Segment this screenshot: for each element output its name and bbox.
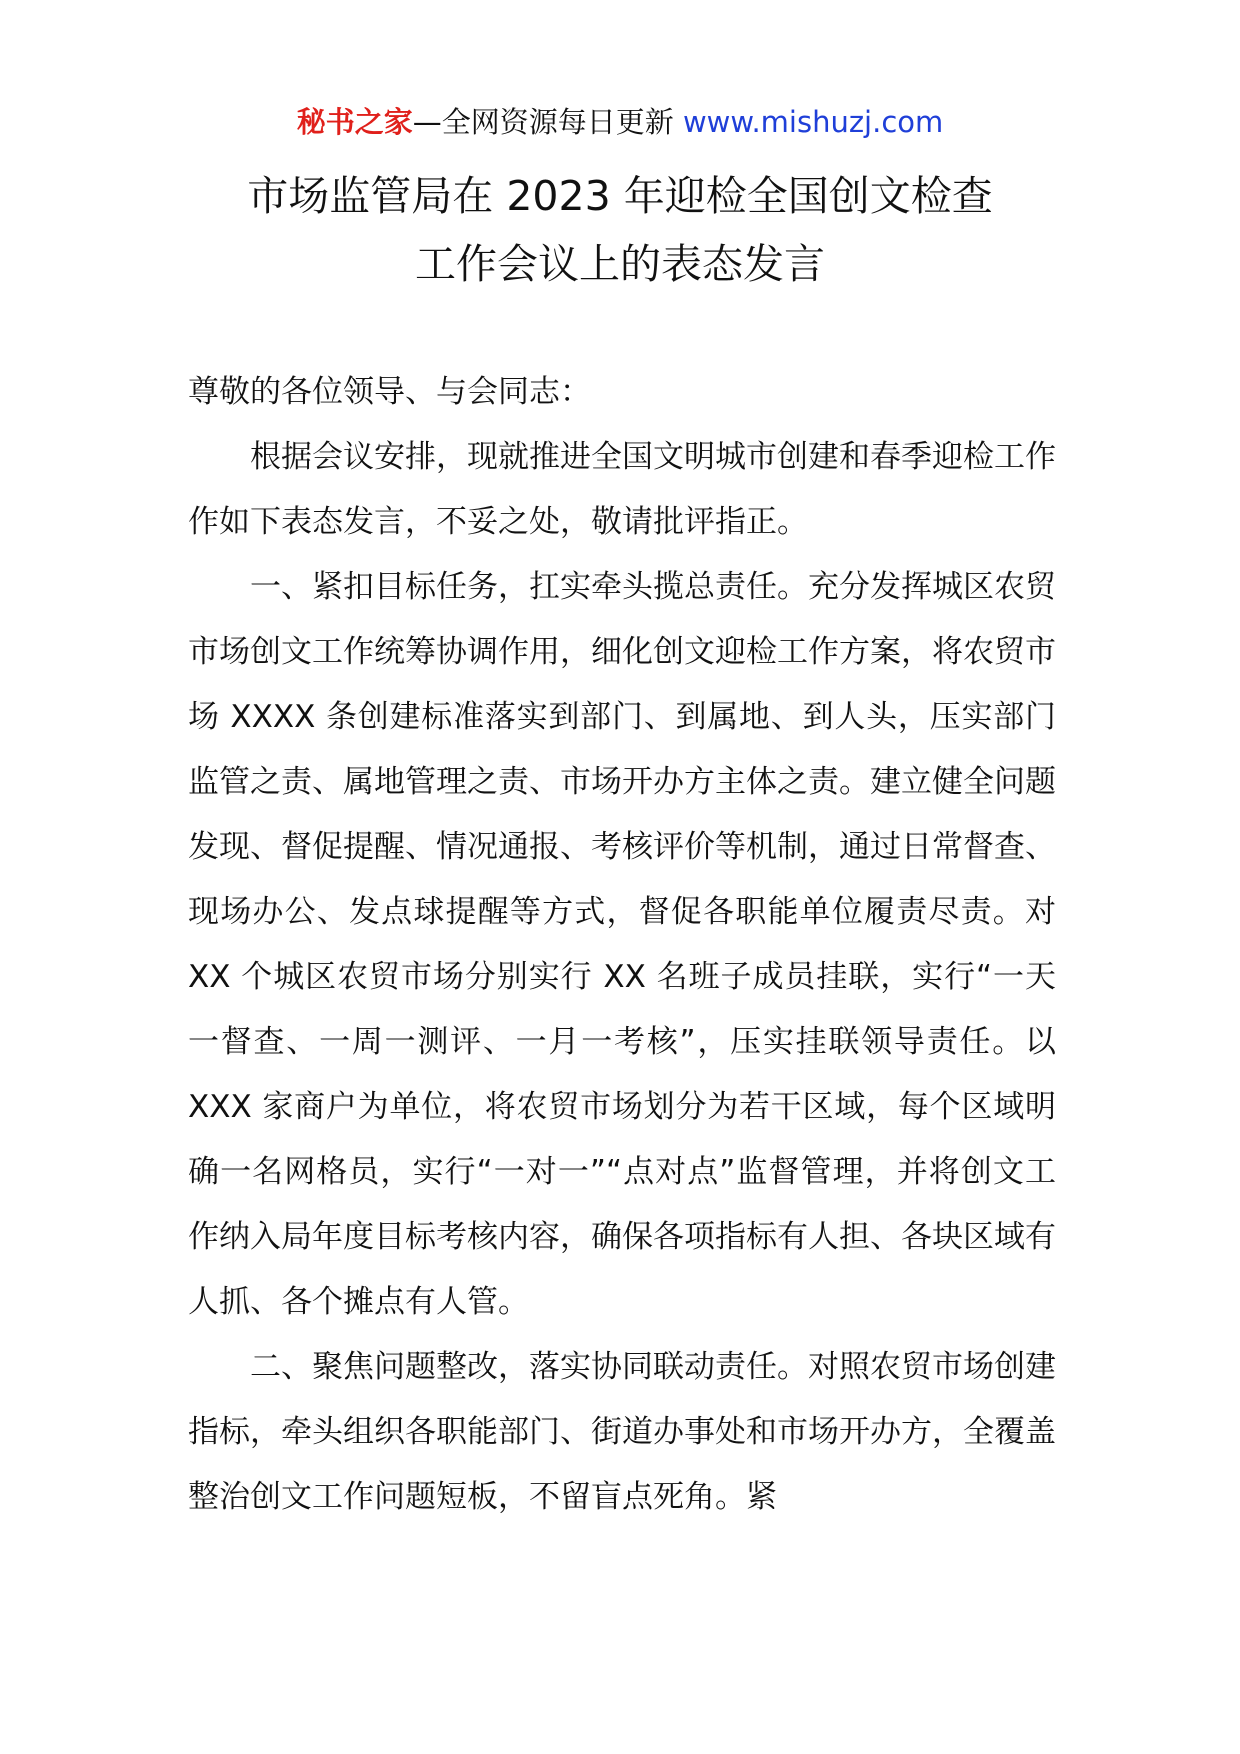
paragraph-text: 根据会议安排，现就推进全国文明城市创建和春季迎检工作作如下表态发言，不妥之处，敬请批评指正。 (188, 439, 1056, 540)
section-heading: 二、聚焦问题整改，落实协同联动责任。 (250, 1349, 808, 1385)
site-header (0, 100, 1240, 144)
paragraph-text: 对照农贸市场创建指标，牵头组织各职能部门、街道办事处和市场开办方，全覆盖整治创文工作问题短板，不留盲点死角。紧 (188, 1349, 1056, 1515)
document-title (0, 162, 1240, 298)
site-url-link[interactable]: www.mishuzj.com (682, 105, 944, 139)
header-slogan: —全网资源每日更新 (412, 105, 683, 139)
brand-name: 秘书之家 (296, 105, 413, 139)
section-heading: 一、紧扣目标任务，扛实牵头揽总责任。 (250, 569, 808, 605)
paragraph-intro (188, 425, 1056, 555)
salutation: 尊敬的各位领导、与会同志： (188, 374, 591, 410)
document-body (188, 360, 1056, 1530)
paragraph-text: 充分发挥城区农贸市场创文工作统筹协调作用，细化创文迎检工作方案，将农贸市场 XXXX 条创建标准落实到部门、到属地、到人头，压实部门监管之责、属地管理之责、市场开办方主体之责。建立健全问题发现、督促提醒、情况通报、考核评价等机制，通过日常督查、现场办公、发点球提醒等方式，督促各职能单位履责尽责。对 XX 个城区农贸市场分别实行 XX 名班子成员挂联，实行“一天一督查、一周一测评、一月一考核”，压实挂联领导责任。以 XXX 家商户为单位，将农贸市场划分为若干区域，每个区域明确一名网格员，实行“一对一”“点对点”监督管理，并将创文工作纳入局年度目标考核内容，确保各项指标有人担、各块区域有人抓、各个摊点有人管。 (188, 569, 1056, 1320)
paragraph-section-1 (188, 555, 1056, 1335)
paragraph-section-2 (188, 1335, 1056, 1530)
title-line-2: 工作会议上的表态发言 (415, 240, 825, 288)
title-line-1: 市场监管局在 2023 年迎检全国创文检查 (247, 172, 993, 220)
